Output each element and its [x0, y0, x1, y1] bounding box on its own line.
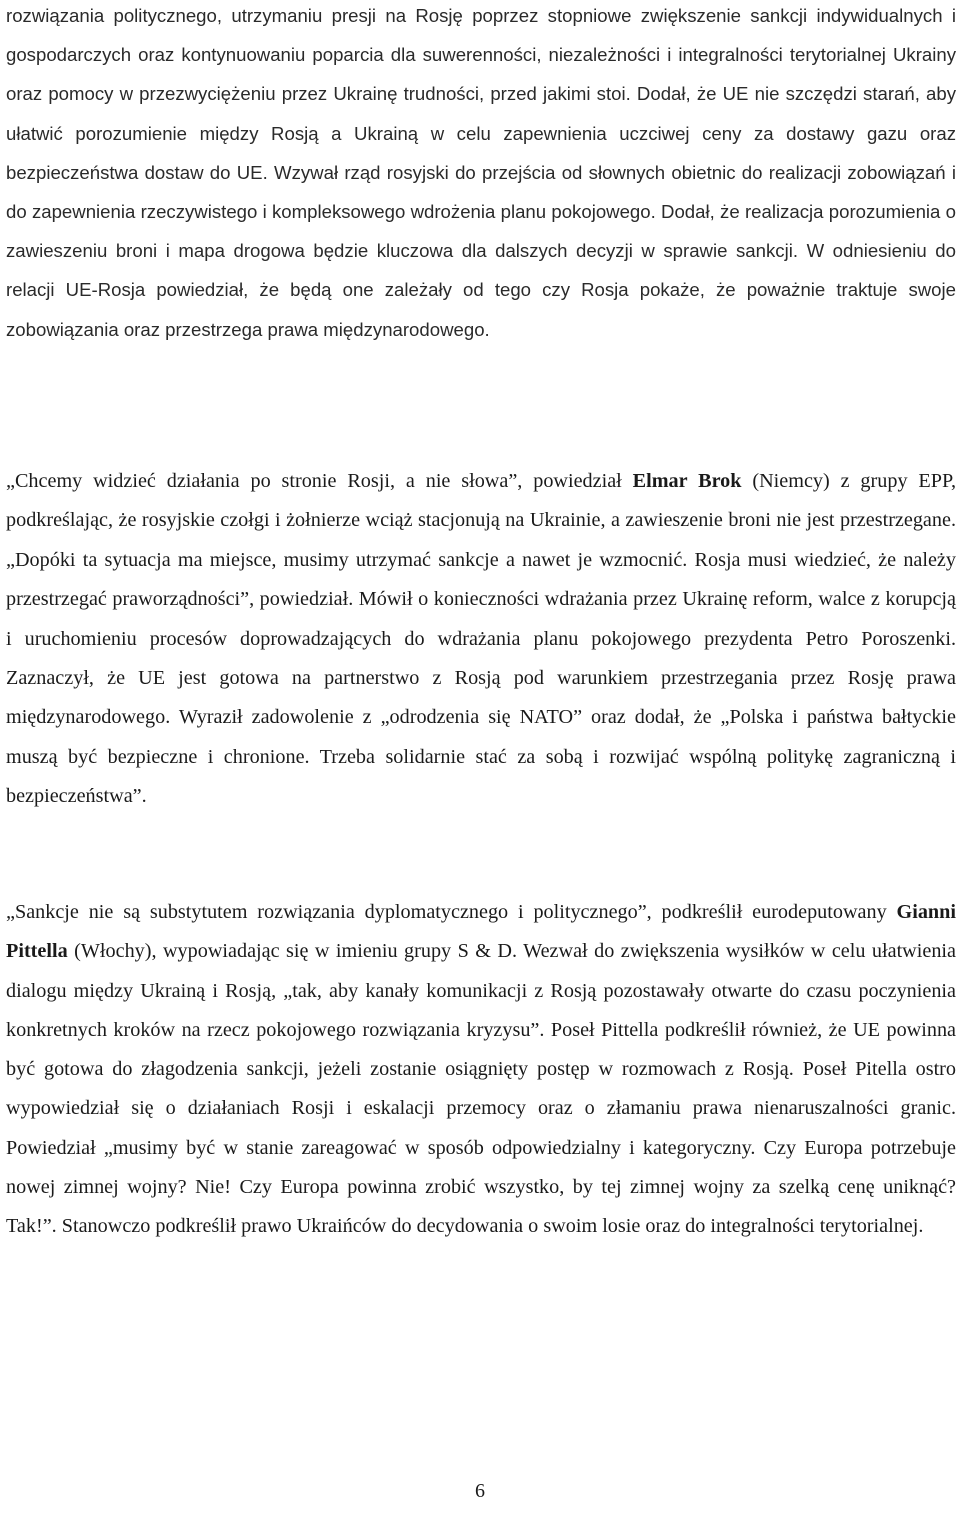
speaker-name-elmar-brok: Elmar Brok: [632, 470, 742, 492]
paragraph-3-text-before: „Sankcje nie są substytutem rozwiązania dyplomatycznego i politycznego”, podkreślił eurodeputowany: [6, 901, 897, 923]
speaker-name-gianni-pittella: Gianni Pittella: [6, 901, 956, 963]
paragraph-2-text-after: (Niemcy) z grupy EPP, podkreślając, że rosyjskie czołgi i żołnierze wciąż stacjonują na Ukrainie, a zawieszenie broni nie jest przestrzegane. „Dopóki ta sytuacja ma miejsce, musimy utrzymać sankcje a nawet je wzmocnić. Rosja musi wiedzieć, że należy przestrzegać praworządności”, powiedział. Mówił o konieczności wdrażania przez Ukrainę reform, walce z korupcją i uruchomieniu procesów doprowadzających do wdrażania planu pokojowego prezydenta Petro Poroszenki. Zaznaczył, że UE jest gotowa na partnerstwo z Rosją pod warunkiem przestrzegania przez Rosję prawa międzynarodowego. Wyraził zadowolenie z „odrodzenia się NATO” oraz dodał, że „Polska i państwa bałtyckie muszą być bezpieczne i chronione. Trzeba solidarnie stać za sobą i rozwijać wspólną politykę zagraniczną i bezpieczeństwa”.: [6, 470, 956, 808]
paragraph-3-text-after: (Włochy), wypowiadając się w imieniu grupy S & D. Wezwał do zwiększenia wysiłków w celu ułatwienia dialogu między Ukrainą i Rosją, „tak, aby kanały komunikacji z Rosją pozostawały otwarte do czasu poczynienia konkretnych kroków na rzecz pokojowego rozwiązania kryzysu”. Poseł Pittella podkreślił również, że UE powinna być gotowa do złagodzenia sankcji, jeżeli zostanie osiągnięty postęp w rozmowach z Rosją. Poseł Pitella ostro wypowiedział się o działaniach Rosji i eskalacji przemocy oraz o złamaniu prawa nienaruszalności granic. Powiedział „musimy być w stanie zareagować w sposób odpowiedzialny i kategoryczny. Czy Europa potrzebuje nowej zimnej wojny? Nie! Czy Europa powinna zrobić wszystko, by tej zimnej wojny za szelką cenę uniknąć? Tak!”. Stanowczo podkreślił prawo Ukraińców do decydowania o swoim losie oraz do integralności terytorialnej.: [6, 940, 956, 1238]
paragraph-3: [6, 893, 956, 1247]
paragraph-2-text-before: „Chcemy widzieć działania po stronie Rosji, a nie słowa”, powiedział: [6, 470, 633, 492]
paragraph-1: rozwiązania politycznego, utrzymaniu presji na Rosję poprzez stopniowe zwiększenie sankcji indywidualnych i gospodarczych oraz kontynuowaniu poparcia dla suwerenności, niezależności i integralności terytorialnej Ukrainy oraz pomocy w przezwyciężeniu przez Ukrainę trudności, przed jakimi stoi. Dodał, że UE nie szczędzi starań, aby ułatwić porozumienie między Rosją a Ukrainą w celu zapewnienia uczciwej ceny za dostawy gazu oraz bezpieczeństwa dostaw do UE. Wzywał rząd rosyjski do przejścia od słownych obietnic do realizacji zobowiązań i do zapewnienia rzeczywistego i kompleksowego wdrożenia planu pokojowego. Dodał, że realizacja porozumienia o zawieszeniu broni i mapa drogowa będzie kluczowa dla dalszych decyzji w sprawie sankcji. W odniesieniu do relacji UE-Rosja powiedział, że będą one zależały od tego czy Rosja pokaże, że poważnie traktuje swoje zobowiązania oraz przestrzega prawa międzynarodowego.: [6, 5, 956, 340]
page-number: 6: [475, 1480, 485, 1502]
paragraph-2: [6, 462, 956, 817]
